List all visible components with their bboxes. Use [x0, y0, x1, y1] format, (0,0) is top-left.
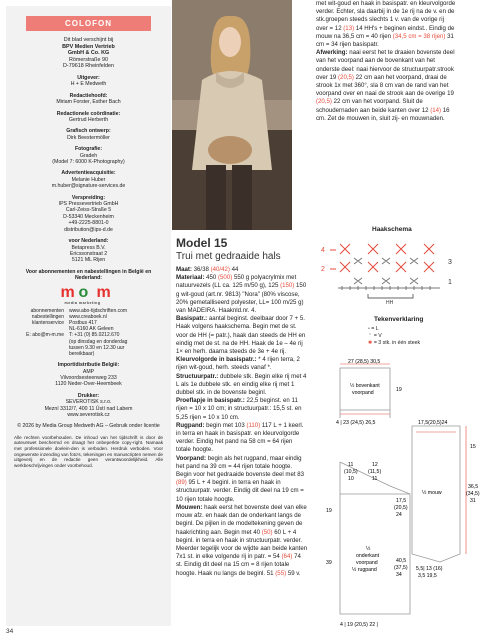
colofon-heading: Uitgever:: [77, 74, 100, 81]
dim-11: 11: [348, 462, 354, 468]
disclaimer: Alle rechten voorbehouden. De inhoud van het tijdschrift is door de auteurswet beschermd en draagt het onbeperkte copy-right. Namaak met professionele doelein-den is verboden. Herdruk verboden. Voor ongewenste inzending van foto's, tekeningen en manuscripten nemen de uitgeverij en de redactie geen verantwoordelijkheid. Alle werkbeschrijvingen onder voorbehoud.: [14, 434, 163, 468]
colofon-line: Gradeh: [79, 152, 98, 159]
colofon-intro: [12, 37, 165, 70]
colofon-line: Dirk Beestermöller: [67, 134, 110, 141]
contact-row: [12, 351, 165, 357]
contact-key: E: abo@m-m.me: [26, 332, 64, 339]
colofon-panel: [6, 6, 171, 626]
logo-letter: m: [96, 283, 111, 301]
dim-sleeve-right: (34,5): [466, 491, 480, 497]
colofon-heading: Advertentieacquisitie:: [61, 170, 116, 177]
contact-value: www.creaboek.nl: [69, 313, 107, 320]
logo-letter: o: [78, 283, 89, 301]
row-label: 1: [448, 279, 452, 286]
legend-item-v: [368, 333, 420, 340]
colofon-block: [6, 170, 171, 189]
colofon-heading: Redactiehoofd:: [69, 92, 108, 99]
intro-line: D-79618 Rheinfelden: [63, 63, 114, 70]
dim-19b: 19: [326, 508, 332, 514]
colofon-line: SEVEROTISK s.r.o.: [65, 399, 112, 406]
colofon-line: Betapress B.V.: [71, 244, 106, 251]
dim-bottom-width: 4 | 23 (24,5) 26,5: [336, 420, 376, 426]
chain-icon: •: [368, 326, 370, 332]
colofon-line: Vilvoordsesteenweg 233: [60, 374, 117, 381]
dim-sleeve-bottom: 3,5 19,5: [418, 573, 437, 579]
label-mouw: ½ mouw: [422, 490, 442, 496]
colofon-line: H + E Medweth: [70, 81, 107, 88]
cluster-icon: ✱: [368, 340, 373, 346]
photo-illustration: [172, 0, 292, 230]
colofon-block: [6, 146, 171, 165]
colofon-line: Gertrud Herberth: [68, 117, 109, 123]
pattern-schematic: [310, 354, 480, 638]
colofon-line: www.severotisk.cz: [67, 412, 110, 418]
dim-11: (10,5): [344, 469, 358, 475]
page-number: 34: [6, 628, 14, 635]
contact-value: NL-6160 AK Geleen: [69, 326, 114, 333]
crochet-chart: [318, 236, 458, 306]
dim-sleeve-top: 17,5(20,5)24: [418, 420, 448, 426]
dim-12: (11,5): [368, 469, 382, 475]
intro-line: GmbH & Co. KG: [67, 50, 110, 57]
label-onderkant: ½: [366, 546, 371, 552]
dim-11: 10: [348, 476, 354, 482]
dim-405: (37,5): [394, 565, 408, 571]
label-onderkant: ½ rugpand: [352, 567, 377, 573]
model-title: Model 15: [176, 236, 228, 250]
dim-405: 40,5: [396, 558, 407, 564]
colofon-heading: Drukker:: [77, 392, 100, 399]
colofon-line: Ericssonstraat 2: [69, 250, 108, 257]
model-title-block: [176, 236, 296, 262]
colofon-line: Miriam Forster, Esther Bach: [56, 99, 121, 106]
contact-key: [12, 351, 69, 357]
colofon-blocks: [6, 75, 171, 282]
dim-sleeve-15: 15: [470, 444, 476, 450]
dim-top-width: 27 (28,5) 30,5: [348, 359, 381, 365]
contact-value: tussen 9.30 en 12.30 uur: [69, 344, 125, 351]
dim-405: 34: [396, 572, 402, 578]
dim-175: (20,5): [394, 505, 408, 511]
dim-sleeve-right: 31: [470, 498, 476, 504]
colofon-line: distribution@ips-d.de: [64, 226, 113, 233]
dim-sleeve-bottom: 5,5| 13 (16): [416, 566, 443, 572]
legend-item-3stk: [368, 340, 420, 347]
row-label: 3: [448, 259, 452, 266]
colofon-line: Mezní 3312/7, 400 11 Ústí nad Labem: [44, 405, 133, 412]
colofon-block: [6, 269, 171, 282]
logo-subtitle: media marketing: [64, 300, 101, 305]
colofon-heading: Verspreiding:: [71, 194, 106, 201]
dim-foot: 4 | 19 (20,5) 22 |: [340, 622, 378, 628]
model-subtitle: Trui met gedraaide hals: [176, 251, 281, 262]
legend-text: = L: [371, 326, 379, 332]
colofon-block: [6, 238, 171, 264]
colofon-block: [6, 393, 171, 419]
colofon-block: [6, 195, 171, 233]
dim-19a: 19: [396, 387, 402, 393]
intro-line: BPV Medien Vertrieb: [62, 43, 115, 50]
row-label: 2: [321, 266, 325, 273]
colofon-heading: Redactionele coördinatie:: [56, 110, 121, 117]
colofon-line: 1120 Neder-Over-Heembeek: [55, 381, 122, 388]
colofon-block: [6, 111, 171, 124]
contact-key: klantenservice: [32, 319, 64, 326]
colofon-block: [6, 75, 171, 88]
legend: [368, 326, 420, 347]
intro-line: Römerstraße 90: [69, 56, 108, 63]
colofon-title: COLOFON: [26, 16, 151, 31]
copyright: © 2026 by Media Group Medweth AG – Gebruik onder licentie: [17, 423, 160, 430]
mom-logo: [59, 283, 119, 306]
instructions-column-2: met wit-goud en haak in basispatr. en kleurvolgorde verder. Echter, sla daarbij in de 1e rij na de v. en de stk.groepen steeds slechts 1 v. van de vorige rij over = 12 (13) 14 HH's + beginen eindst.. Eindig de mouw na 36,5 cm = 40 rijen (34,5 cm = 38 rijen) 31 cm = 34 rijen basispatr. Afwerking: naai eerst het te draaien bovenste deel van het voorpand aan de bovenkant van het onderste deel: naai hiervoor de structuurpatr.strook over 19 (20,5) 22 cm aan het voorpand, draai de strook 1x met 360°, sla 8 cm van de rand van het voorpand over en naai de strook aan de overige 19 (20,5) 22 cm van het voorpand. Sluit de schoudernaden aan beide kanten over 12 (14) 16 cm. Zet de mouwen in, sluit zij- en mouwnaden.: [316, 0, 456, 122]
logo-letter: m: [60, 283, 75, 301]
dim-12: 12: [372, 462, 378, 468]
colofon-line: Melanie Huber: [71, 176, 106, 183]
contact-value: (op dinsdag en donderdag: [69, 338, 128, 345]
legend-title: Tekenverklaring: [374, 316, 424, 323]
legend-text: = 3 stk. in één steek: [373, 340, 421, 346]
colofon-block: [6, 362, 171, 388]
intro-line: Dit blad verschijnt bij: [63, 37, 114, 43]
colofon-line: D-53340 Meckenheim: [63, 213, 114, 220]
contact-value: www.abo-tijdschriften.com: [69, 307, 128, 314]
dim-12: 11: [372, 476, 378, 482]
colofon-line: AMP: [82, 368, 95, 375]
colofon-line: +49-2225-8801-0: [68, 220, 109, 227]
row-label: 4: [321, 247, 325, 254]
contact-key: abonnementen: [30, 307, 64, 314]
label-onderkant: onderkant: [356, 553, 380, 559]
dim-175: 17,5: [396, 498, 407, 504]
colofon-line: m.huber@signature-services.de: [51, 183, 126, 190]
label-boven-1: ½ bovenkant: [350, 383, 380, 389]
colofon-line: Carl-Zeiss-Straße 5: [65, 207, 112, 214]
colofon-heading: Import/distributie België:: [57, 362, 120, 369]
instructions-column-1: Maat: 36/38 (40/42) 44 Materiaal: 450 (500) 550 g polyacrylmix met natuurvezels (LL ca. 125 m/50 g), 125 (150) 150 g wit-goud (art.nr. 9813) "Nora" (80% viscose, 20% gemetalliseerd polyester, LL= 100 m/25 g) van MADEIRA. Haaknld.nr. 4. Basispatr.: aantal beginst. deelbaar door 7 + 5. Haak volgens haakschema. Begin met de st. voor de HH (= patr.), haak dan steeds de HH en eindig met de st. na de HH. Haak de 1e – 4e rij 1× en herh. daarna steeds de 3e + 4e rij. Kleurvolgorde in basispatr.: * 4 rijen terra, 2 rijen wit-goud, herh. steeds vanaf *. Structuurpatr.: dubbele stk. Begin elke rij met 4 L als 1e dubbele stk. en eindig elke rij met 1 dubbel stk. in de bovenste beginl. Proeflapje in basispatr.: 22,5 beginst. en 11 rijen = 10 x 10 cm; in structuurpatr.: 15,5 st. en 5,25 rijen = 10 x 10 cm. Rugpand: begin met 103 (110) 117 L + 1 keerl. in terra en haak in basispatr. en kleurvolgorde verder. Eindig het pand na 58 cm = 64 rijen totale hoogte. Voorpand: begin als het rugpand, maar eindig het pand na 39 cm = 44 rijen totale hoogte. Begin voor het gedraaide bovenste deel met 83 (89) 95 L + 4 beginl. in terra en haak in structuurpatr. verder. Eindig dit deel na 19 cm = 10 rijen totale hoogte. Mouwen: haak eerst het bovenste deel van elke mouw afz. en haak dan de onderkant langs de beginl. De pijlen in de modeltekening geven de haakrichting aan. Begin met 40 (50) 60 L + 4 beginl. in terra en haak in structuurpatr. verder. Meerder tegelijk voor de wijdte aan beide kanten 7x1 st. in elke volgende rij in patr. = 54 (64) 74 st. Eindig dit deel na 15 cm = 8 rijen totale hoogte. Haak nu langs de beginl. 51 (55) 59 v.: [176, 266, 308, 577]
colofon-block: [6, 93, 171, 106]
colofon-line: (Model 7: 6000 K-Photography): [52, 159, 125, 166]
dim-39: 39: [326, 560, 332, 566]
colofon-blocks-2: [6, 362, 171, 418]
colofon-heading: voor Nederland:: [68, 238, 109, 245]
contact-key: nabestellingen: [31, 313, 64, 320]
colofon-block: [6, 128, 171, 141]
label-onderkant: voorpand: [356, 560, 378, 566]
colofon-heading: Grafisch ontwerp:: [66, 128, 111, 135]
model-photo: [172, 0, 292, 230]
legend-text: = V: [373, 333, 382, 339]
contact-table: [6, 308, 171, 358]
dim-sleeve-right: 36,5: [468, 484, 479, 490]
hh-label: HH: [386, 300, 394, 306]
contact-value: T: +31 (0) 85.0212.670: [69, 332, 120, 339]
contact-value: Postbus 417: [69, 319, 97, 326]
colofon-heading: Fotografie:: [74, 146, 103, 153]
dim-175: 24: [396, 512, 402, 518]
slip-icon: ⌃: [368, 333, 373, 339]
label-boven-2: voorpand: [352, 390, 374, 396]
contact-value: bereikbaar): [69, 350, 95, 357]
colofon-line: 5121 ML Rijen: [71, 257, 106, 264]
colofon-line: IPS Pressevertrieb GmbH: [58, 201, 119, 208]
colofon-heading: Voor abonnementen en nabestellingen in België en Nederland:: [25, 268, 152, 282]
haakschema-title: Haakschema: [372, 226, 412, 233]
legend-item-l: [368, 326, 420, 333]
